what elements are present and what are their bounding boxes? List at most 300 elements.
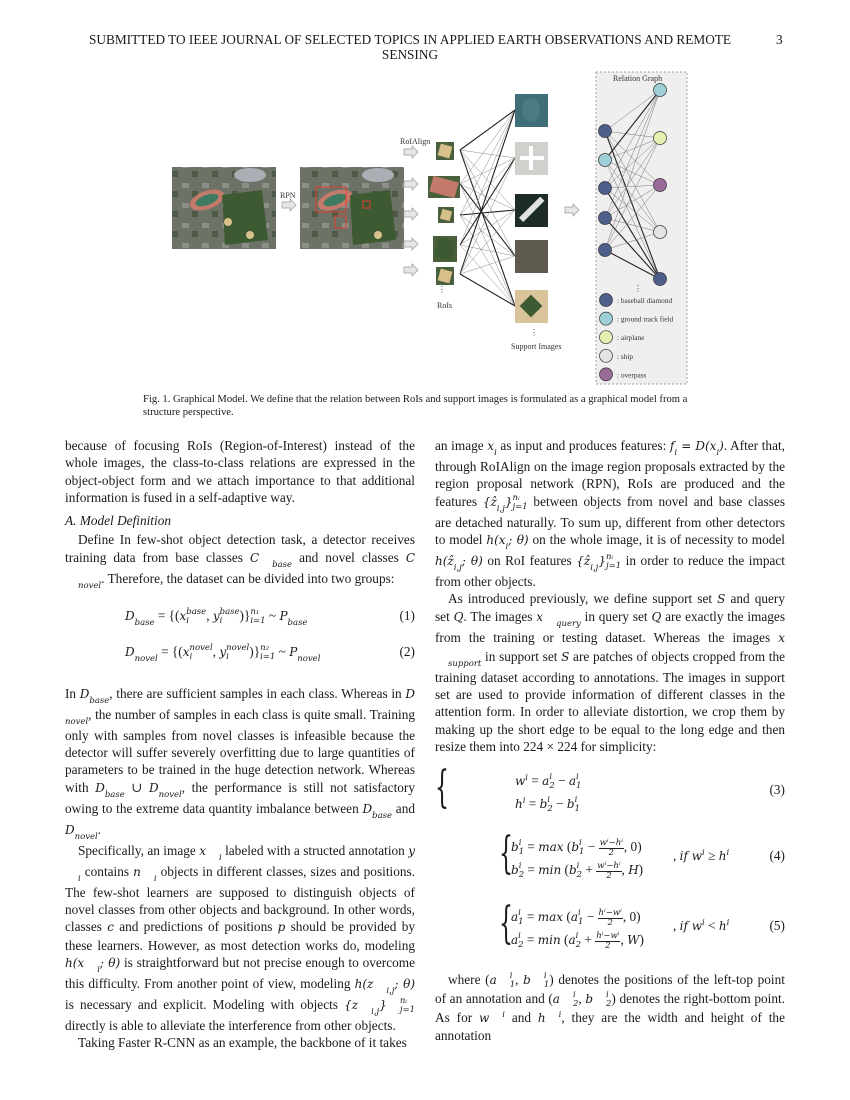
subscript: 1 <box>574 804 580 815</box>
denominator: 2 <box>607 917 613 928</box>
math-symbol: b <box>511 840 519 855</box>
math-symbol: if w <box>679 919 703 934</box>
math-symbol: {ẑ <box>576 553 591 568</box>
math-script <box>560 991 578 1009</box>
superscript: i <box>522 796 526 807</box>
denominator: 2 <box>608 847 614 858</box>
subscript: base <box>287 617 308 628</box>
superscript: i <box>518 838 522 849</box>
subscript: 2 <box>547 804 553 815</box>
math-symbol: a <box>489 973 497 988</box>
paragraph: In D base , there are sufficient samples in each class. Whereas in D novel , the number of samples in each class is quite small. Training only with samples from novel classes is infeasible because the detector will suffer severely overfitting due to large quantities of parameters to be trained in the huge detection network. Whereas with D base ∪ D novel , the performance is still not satisfactory owing to the extreme data quantity imbalance between D base and D novel . <box>65 685 416 842</box>
math-script <box>435 660 481 669</box>
paragraph: Taking Faster R-CNN as an example, the backbone of it takes <box>78 1035 407 1051</box>
math-script <box>575 796 580 814</box>
math-script <box>531 972 549 990</box>
math-script <box>523 797 526 806</box>
brace: { <box>435 762 449 814</box>
math-symbol: a <box>570 910 578 925</box>
math-symbol: W <box>627 933 640 948</box>
subscript: i <box>78 873 81 884</box>
math-script <box>518 909 523 927</box>
fraction <box>599 839 624 858</box>
page-number: 3 <box>776 32 783 47</box>
math-symbol: x <box>179 608 187 623</box>
math-script <box>190 644 213 662</box>
math-symbol: P <box>279 608 288 623</box>
superscript: i <box>702 848 705 859</box>
math-script <box>206 854 222 863</box>
math-symbol: ; θ) <box>99 955 121 970</box>
subscript: 1 <box>518 847 525 858</box>
math-symbol: D <box>65 822 75 837</box>
subscript: i <box>494 448 497 458</box>
math-script <box>387 997 415 1015</box>
equation-4 <box>435 828 785 881</box>
graph-edge <box>460 150 515 158</box>
math-script <box>89 697 109 706</box>
math-script <box>702 849 705 858</box>
legend-label: : airplane <box>617 333 645 343</box>
subscript: novel <box>74 831 98 842</box>
math-script <box>373 987 394 996</box>
superscript: i <box>576 772 579 783</box>
math-symbol: h <box>718 849 727 864</box>
math-script <box>135 655 158 664</box>
paragraph: As introduced previously, we define support set S and query set Q. The images x query in query set Q are exactly the images from the training or testing dataset. Whereas the images x support in support set S are patches of objects cropped from the training dataset according to annotations. The images in support set are used to provide information of different classes in the attention form. In order to alleviate distortion, we crop them by making up the short edge to be equal to the long edge and then resize them into 224 × 224 for simplicity: <box>435 591 786 754</box>
arrow-icon <box>404 208 418 220</box>
math-symbol: D <box>405 686 415 701</box>
roi-thumbnail <box>428 176 460 198</box>
superscript: i <box>702 918 705 929</box>
equation-line: w i = a i 2 − a i 1 <box>515 772 582 792</box>
math-symbol: b <box>568 863 577 878</box>
legend-swatch <box>600 331 613 344</box>
math-script <box>577 862 582 880</box>
brace: { <box>499 828 513 880</box>
figure-graphical-model <box>0 0 850 390</box>
math-script <box>593 991 611 1009</box>
subscript: base <box>372 810 393 821</box>
math-symbol: } <box>379 997 387 1012</box>
subscript: 2 <box>606 999 612 1010</box>
legend-label: : overpass <box>617 370 647 380</box>
subscript: novel <box>78 580 102 591</box>
subscript: 2 <box>576 870 583 881</box>
math-symbol: } <box>504 494 513 509</box>
math-script <box>726 849 729 858</box>
math-symbol: Q <box>651 610 662 625</box>
equation-body: D base = {(x base i , y base i )} n₁ i=1 ~ P base <box>125 606 308 628</box>
superscript: novel <box>226 642 250 653</box>
paragraph: Define In few-shot object detection task, a detector receives training data from base classes C base and novel classes C novel . Therefore, the dataset can be divided into two groups: <box>65 532 415 591</box>
graph-edge <box>460 158 515 274</box>
equation-body: D novel = {(x novel i , y novel i )} n₂ i=1 ~ P novel <box>125 642 321 664</box>
math-symbol: p <box>277 920 286 935</box>
roi-thumbnail <box>438 207 454 223</box>
support-ellipsis: ⋮ <box>530 328 538 337</box>
roialign-label: RoIAlign <box>400 137 431 146</box>
subscript: base <box>272 559 293 570</box>
math-symbol: ; θ) <box>394 976 415 991</box>
subscript: 2 <box>518 870 525 881</box>
math-symbol: Q <box>453 610 464 625</box>
subscript: 1 <box>518 917 524 928</box>
math-symbol: y <box>219 644 227 659</box>
subscript: i <box>189 651 193 662</box>
math-script <box>547 796 552 814</box>
math-symbol: y <box>408 843 415 858</box>
numerator: hⁱ−wⁱ <box>596 930 620 941</box>
math-symbol: if w <box>679 849 703 864</box>
math-script <box>727 919 730 928</box>
arrow-icon <box>565 204 579 216</box>
math-script <box>576 932 581 950</box>
graph-edge <box>460 110 515 274</box>
subscript: i,j <box>386 985 395 996</box>
subscript: 2 <box>549 781 555 792</box>
subscript: base <box>104 789 125 800</box>
support-node <box>654 273 667 286</box>
superscript: i <box>509 971 513 982</box>
math-symbol: a <box>568 774 577 789</box>
subscript: i <box>219 615 223 626</box>
math-script <box>543 620 581 629</box>
math-symbol: w <box>515 774 526 789</box>
legend-label: : ship <box>617 351 634 361</box>
superscript: i <box>549 772 553 783</box>
math-script <box>250 608 265 626</box>
subscript: i,j <box>453 562 462 573</box>
support-image <box>515 142 548 175</box>
math-script <box>288 619 308 628</box>
math-script <box>518 932 523 950</box>
superscript: i <box>579 838 582 849</box>
subscript: i <box>505 541 509 552</box>
numerator: wⁱ−hⁱ <box>599 837 623 848</box>
equation-2 <box>65 643 415 667</box>
math-script <box>546 1011 562 1020</box>
superscript: n₁ <box>250 606 260 617</box>
roi-thumbnail <box>436 142 454 160</box>
math-symbol: h(z <box>354 976 374 991</box>
math-symbol: b <box>571 840 580 855</box>
math-script <box>84 966 100 975</box>
math-symbol: b <box>539 797 548 812</box>
math-symbol: ) <box>719 439 724 453</box>
math-symbol: h <box>537 1011 546 1026</box>
superscript: n₂ <box>260 642 269 653</box>
math-symbol: a <box>511 933 519 948</box>
arrow-icon <box>404 238 418 250</box>
proposal-aerial-image <box>300 167 404 249</box>
math-script <box>702 919 705 928</box>
subscript: j=1 <box>399 1004 415 1015</box>
math-symbol: S <box>717 592 726 607</box>
support-node <box>654 179 667 192</box>
graph-edge <box>460 150 515 256</box>
math-script <box>549 773 554 791</box>
subscript: 1 <box>576 781 582 792</box>
math-script <box>497 505 505 514</box>
math-script <box>579 839 584 857</box>
math-symbol: max <box>538 840 564 855</box>
fraction <box>598 909 623 928</box>
subscript: 1 <box>509 980 516 991</box>
math-symbol: h(ẑ <box>435 553 454 568</box>
math-symbol: C <box>249 550 260 565</box>
legend-item <box>600 312 674 325</box>
subscript: i <box>716 448 720 458</box>
subscript: base <box>89 695 110 706</box>
paragraph: an image x i as input and produces features: f i = D(x i ). After that, through RoIAlign on the image region proposals extracted by the region proposal network (RPN), RoIs are produced and the features {ẑ i,j } nᵢ j=1 between objects from novel and base classes are detached naturally. To sum up, different from other detectors to model h(x i ; θ) on the whole image, it is of necessity to model h(ẑ i,j ; θ) on RoI features {ẑ i,j } nᵢ j=1 in order to reduce the impact from other objects. <box>435 438 786 589</box>
equation-number: (3) <box>769 782 785 798</box>
superscript: base <box>219 606 240 617</box>
graph-edge <box>460 110 515 184</box>
support-image <box>515 94 548 127</box>
equation-number: (2) <box>399 643 415 659</box>
math-script <box>260 644 275 662</box>
equation-line: a i 1 = max (a i 1 − $\frac{\text{hⁱ−wⁱ}}{2}$ , 0) <box>511 907 641 928</box>
paragraph: where (a i 1 , b i 1 ) denotes the positions of the left-top point of an annotation and (a i 2 , b i 2 ) denotes the right-bottom point. As for w i and h i , they are the width and height of the annotation <box>435 971 785 1044</box>
math-symbol: max <box>537 910 564 925</box>
math-symbol: min <box>538 863 562 878</box>
math-script <box>105 791 125 800</box>
legend-label: : baseball diamond <box>617 296 673 305</box>
superscript: i <box>575 931 579 942</box>
math-symbol: ; θ) <box>461 553 483 568</box>
math-symbol: b <box>566 797 575 812</box>
subscript: 2 <box>572 999 579 1010</box>
equation-5 <box>435 898 785 951</box>
superscript: novel <box>189 642 213 653</box>
section-heading: A. Model Definition <box>65 513 171 529</box>
subscript: 2 <box>575 940 582 951</box>
math-symbol: x <box>182 644 190 659</box>
legend-item <box>600 349 634 362</box>
numerator: wⁱ−hⁱ <box>597 860 621 871</box>
math-symbol: x <box>487 439 495 453</box>
fraction <box>596 862 621 881</box>
equation-number: (5) <box>769 918 785 934</box>
rpn-label: RPN <box>280 191 296 200</box>
running-header: SUBMITTED TO IEEE JOURNAL OF SELECTED TOPICS IN APPLIED EARTH OBSERVATIONS AND REMOTE SENSING <box>88 32 732 62</box>
roi-node <box>599 125 612 138</box>
math-script <box>65 718 88 727</box>
graph-ellipsis: ⋮ <box>634 284 642 293</box>
legend-swatch <box>600 312 613 325</box>
fraction <box>595 932 620 951</box>
support-node <box>654 226 667 239</box>
math-symbol: a <box>511 910 519 925</box>
math-script <box>135 619 155 628</box>
subscript: i <box>226 651 229 662</box>
math-script <box>489 1011 505 1020</box>
subscript: base <box>134 617 155 628</box>
subscript: novel <box>65 716 89 727</box>
arrow-icon <box>404 264 418 276</box>
equation-condition: , if w i < h i <box>673 918 730 934</box>
equation-1 <box>65 607 415 631</box>
math-symbol: w <box>479 1011 490 1026</box>
legend-item <box>600 294 673 307</box>
subscript: i <box>186 615 189 626</box>
math-script <box>141 875 157 884</box>
superscript: i <box>577 908 581 919</box>
math-symbol: f <box>669 439 675 453</box>
math-symbol: b <box>523 973 531 988</box>
equation-condition: , if w i ≥ h i <box>673 848 730 864</box>
subscript: i <box>674 448 678 458</box>
math-script <box>519 862 524 880</box>
math-symbol: a <box>552 992 560 1007</box>
legend-swatch <box>600 368 613 381</box>
superscript: base <box>186 606 207 617</box>
math-symbol: min <box>537 933 561 948</box>
subscript: i <box>153 873 157 884</box>
superscript: i <box>518 861 522 872</box>
subscript: i=1 <box>250 615 266 626</box>
graph-edge <box>460 150 515 306</box>
superscript: i <box>547 795 551 806</box>
subscript: 1 <box>577 917 584 928</box>
equation-line: b i 1 = max (b i 1 − $\frac{\text{wⁱ−hⁱ}}{2}$ , 0) <box>511 837 642 858</box>
roi-node <box>599 244 612 257</box>
equation-number: (1) <box>399 607 415 623</box>
subscript: i <box>218 852 222 863</box>
support-images-label: Support Images <box>511 342 562 351</box>
superscript: i <box>558 1010 562 1021</box>
subscript: j=1 <box>605 560 622 571</box>
subscript: 2 <box>518 940 524 951</box>
math-symbol: S <box>561 649 570 664</box>
math-script <box>65 582 101 591</box>
math-script <box>372 812 392 821</box>
math-script <box>186 608 206 626</box>
math-symbol: D <box>95 780 105 795</box>
math-symbol: h <box>515 797 523 812</box>
support-image <box>515 290 548 323</box>
arrow-icon <box>282 199 296 211</box>
subscript: i <box>97 964 100 975</box>
roi-thumbnail <box>433 236 457 262</box>
math-script <box>576 773 581 791</box>
math-symbol: {z <box>344 997 359 1012</box>
math-symbol: a <box>568 933 576 948</box>
brace: { <box>499 898 513 950</box>
subscript: i,j <box>371 1006 380 1017</box>
legend-swatch <box>600 294 613 307</box>
math-symbol: P <box>289 644 298 659</box>
arrow-icon <box>404 178 418 190</box>
graph-edge <box>460 158 515 215</box>
paragraph: because of focusing RoIs (Region-of-Interest) instead of the whole images, the class-to-class relations are expressed in the object-object form and we attach importance to that additional information is fused in a self-adaptive way. <box>65 438 415 505</box>
math-symbol: {ẑ <box>482 494 497 509</box>
math-symbol: a <box>542 774 550 789</box>
math-symbol: h(x <box>486 532 506 547</box>
roi-node <box>599 154 612 167</box>
arrow-icon <box>404 146 418 158</box>
subscript: j=1 <box>512 501 528 512</box>
superscript: i <box>574 795 578 806</box>
math-script <box>497 972 515 990</box>
support-image <box>515 240 548 273</box>
math-symbol: = D(x <box>677 439 717 453</box>
right-column <box>435 437 785 1045</box>
math-symbol: h <box>718 919 727 934</box>
figure-caption: Fig. 1. Graphical Model. We define that the relation between RoIs and support images is formulated as a graphical model from a structure perspective. <box>143 394 688 418</box>
subscript: novel <box>134 653 158 664</box>
equation-line: a i 2 = min (a i 2 + $\frac{\text{hⁱ−wⁱ}}{2}$ , W) <box>511 930 644 951</box>
graph-edge <box>460 110 515 215</box>
math-symbol: x <box>199 843 206 858</box>
math-symbol: y <box>212 608 220 623</box>
roi-thumbnail <box>436 267 454 285</box>
denominator: 2 <box>606 870 612 881</box>
math-symbol: D <box>149 780 159 795</box>
math-symbol: b <box>511 863 519 878</box>
graph-edge <box>460 274 515 306</box>
equation-line: h i = b i 2 − b i 1 <box>515 795 580 815</box>
math-symbol: h(x <box>65 955 85 970</box>
math-script <box>297 655 320 664</box>
superscript: i <box>518 908 521 919</box>
math-symbol: D <box>79 686 90 701</box>
math-script <box>220 608 240 626</box>
legend-swatch <box>600 349 613 362</box>
math-symbol: D <box>362 801 373 816</box>
superscript: i <box>572 990 576 1001</box>
relation-graph-title: Relation Graph <box>613 74 663 83</box>
math-symbol: x <box>778 631 785 646</box>
math-script <box>226 644 249 662</box>
math-symbol: H <box>628 863 639 878</box>
math-script <box>65 875 81 884</box>
subscript: support <box>448 658 482 669</box>
support-image <box>515 194 548 227</box>
math-script <box>494 449 497 458</box>
graph-edge <box>460 256 515 274</box>
superscript: nᵢ <box>605 551 614 562</box>
legend-item <box>600 368 647 381</box>
math-script <box>519 839 524 857</box>
superscript: i <box>726 918 730 929</box>
math-script <box>358 1008 379 1017</box>
superscript: i <box>543 971 547 982</box>
math-symbol: C <box>405 550 415 565</box>
math-symbol: n <box>133 864 141 879</box>
math-script <box>259 561 292 570</box>
superscript: i <box>576 861 580 872</box>
equation-3 <box>435 762 785 815</box>
math-script <box>454 564 462 573</box>
equation-number: (4) <box>769 848 785 864</box>
numerator: hⁱ−wⁱ <box>598 907 622 918</box>
subscript: i,j <box>496 503 505 514</box>
subscript: 1 <box>579 847 585 858</box>
subscript: novel <box>297 653 321 664</box>
math-symbol: x <box>536 610 544 625</box>
subscript: query <box>556 619 581 630</box>
superscript: i <box>502 1010 505 1021</box>
subscript: i=1 <box>260 651 276 662</box>
support-node <box>654 132 667 145</box>
superscript: nᵢ <box>399 995 408 1006</box>
rois-label: RoIs <box>437 301 453 310</box>
math-script <box>525 774 528 783</box>
equation-line: b i 2 = min (b i 2 + $\frac{\text{wⁱ−hⁱ}}{2}$ , H) <box>511 860 644 881</box>
superscript: i <box>518 931 521 942</box>
